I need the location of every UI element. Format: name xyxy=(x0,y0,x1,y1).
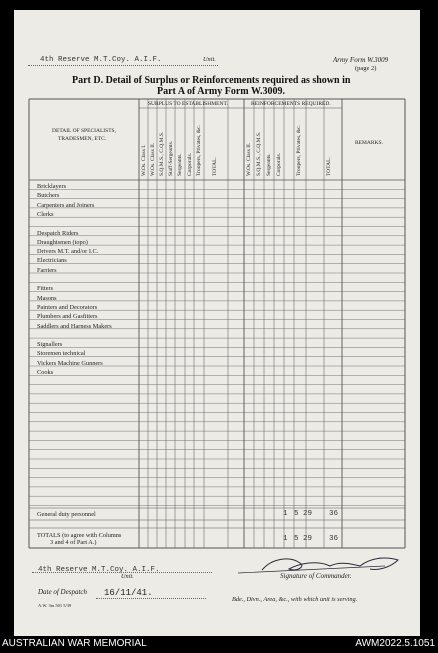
trade-row-label: Signallers xyxy=(37,341,63,349)
general-duty-corporals: 5 xyxy=(294,510,299,518)
title-line-2: Part A of Army Form W.3009. xyxy=(157,86,286,97)
general-duty-total: 36 xyxy=(329,510,339,518)
signature-label: Signature of Commander. xyxy=(280,572,352,580)
general-duty-sergeants: 1 xyxy=(283,510,288,518)
reinforcement-column-header: W.Os. Class II. xyxy=(246,142,252,176)
trade-row-label: Painters and Decorators xyxy=(37,303,98,311)
reinforcement-column-header: Sergeants. xyxy=(266,153,272,176)
page-note: (page 2) xyxy=(355,65,377,72)
footer-unit-label: Unit. xyxy=(121,573,134,580)
despatch-value: 16/11/41. xyxy=(104,588,153,598)
trade-row-label: Farriers xyxy=(37,266,57,274)
archive-name: AUSTRALIAN WAR MEMORIAL xyxy=(2,638,147,649)
archive-reference: AWM2022.5.1051 xyxy=(355,638,435,649)
general-duty-label: General duty personnel xyxy=(37,511,96,518)
totals-label-2: 3 and 4 of Part A.) xyxy=(50,539,97,546)
surplus-column-header: W.Os. Class II. xyxy=(150,142,156,176)
reinforcement-column-header: S.Q.M.S., C.Q.M.S. xyxy=(256,131,262,176)
trade-row-label: Fitters xyxy=(37,285,54,293)
totals-label-1: TOTALS (to agree with Columns xyxy=(37,532,122,539)
unit-label: Unit. xyxy=(203,56,216,63)
surplus-column-header: Troopers, Privates, &c. xyxy=(196,125,202,176)
trade-row-label: Drivers M.T. and/or I.C. xyxy=(37,248,99,256)
trade-row-label: Electricians xyxy=(37,257,67,265)
trade-row-label: Bricklayers xyxy=(37,183,67,190)
title-line-1: Part D. Detail of Surplus or Reinforcements required as shown in xyxy=(72,75,351,86)
trade-row-label: Masons xyxy=(37,294,57,302)
despatch-label: Date of Despatch xyxy=(38,588,87,596)
trade-row-label: Saddlers and Harness Makers xyxy=(37,322,112,330)
surplus-column-header: Sergeants. xyxy=(177,153,183,176)
trade-row-label: Carpenters and Joiners xyxy=(37,201,95,209)
trade-row-label: Despatch Riders xyxy=(37,229,79,237)
trade-row-label: Vickers Machine Gunners xyxy=(37,359,103,367)
trade-row-label: Clerks xyxy=(37,210,54,218)
archive-bar xyxy=(0,636,438,653)
totals-sergeants: 1 xyxy=(283,535,288,543)
trade-row-label: Butchers xyxy=(37,192,60,200)
footer-unit-value: 4th Reserve M.T.Coy. A.I.F. xyxy=(38,566,160,574)
despatch-underline xyxy=(96,598,206,599)
trade-row-label: Cooks xyxy=(37,369,54,376)
trade-row-label: Plumbers and Gasfitters xyxy=(37,313,98,321)
totals-total: 36 xyxy=(329,535,339,543)
remarks-header: REMARKS. xyxy=(355,140,383,146)
totals-troopers: 29 xyxy=(303,535,313,543)
trade-row-label: Storemen technical xyxy=(37,350,86,358)
surplus-column-header: S.Q.M.S., C.Q.M.S. xyxy=(159,131,165,176)
form-name: Army Form W.3009 xyxy=(333,56,389,64)
reinforcement-column-header: TOTAL. xyxy=(326,157,332,176)
surplus-column-header: TOTAL. xyxy=(212,157,218,176)
reinforcement-column-header: Corporals. xyxy=(276,152,282,176)
surplus-header: SURPLUS TO ESTABLISHMENT. xyxy=(148,101,228,107)
reinforcement-column-header: Troopers, Privates, &c. xyxy=(296,125,302,176)
specialists-header-1: DETAIL OF SPECIALISTS, xyxy=(52,128,116,134)
general-duty-troopers: 29 xyxy=(303,510,313,518)
unit-value: 4th Reserve M.T.Coy. A.I.F. xyxy=(40,56,162,64)
reinforcements-header: REINFORCEMENTS REQUIRED. xyxy=(251,101,331,107)
specialists-header-2: TRADESMEN, ETC. xyxy=(58,136,107,142)
surplus-column-header: W.Os. Class I. xyxy=(141,144,147,176)
surplus-column-header: Staff-Sergeants. xyxy=(168,140,174,176)
serving-note: Bde., Divn., Area, &c., with which unit is serving. xyxy=(232,596,358,603)
surplus-column-header: Corporals. xyxy=(187,152,193,176)
totals-corporals: 5 xyxy=(294,535,299,543)
trade-row-label: Draughtsmen (topo) xyxy=(37,238,88,246)
print-code: A.W. 3m 501 5/39 xyxy=(38,603,72,608)
